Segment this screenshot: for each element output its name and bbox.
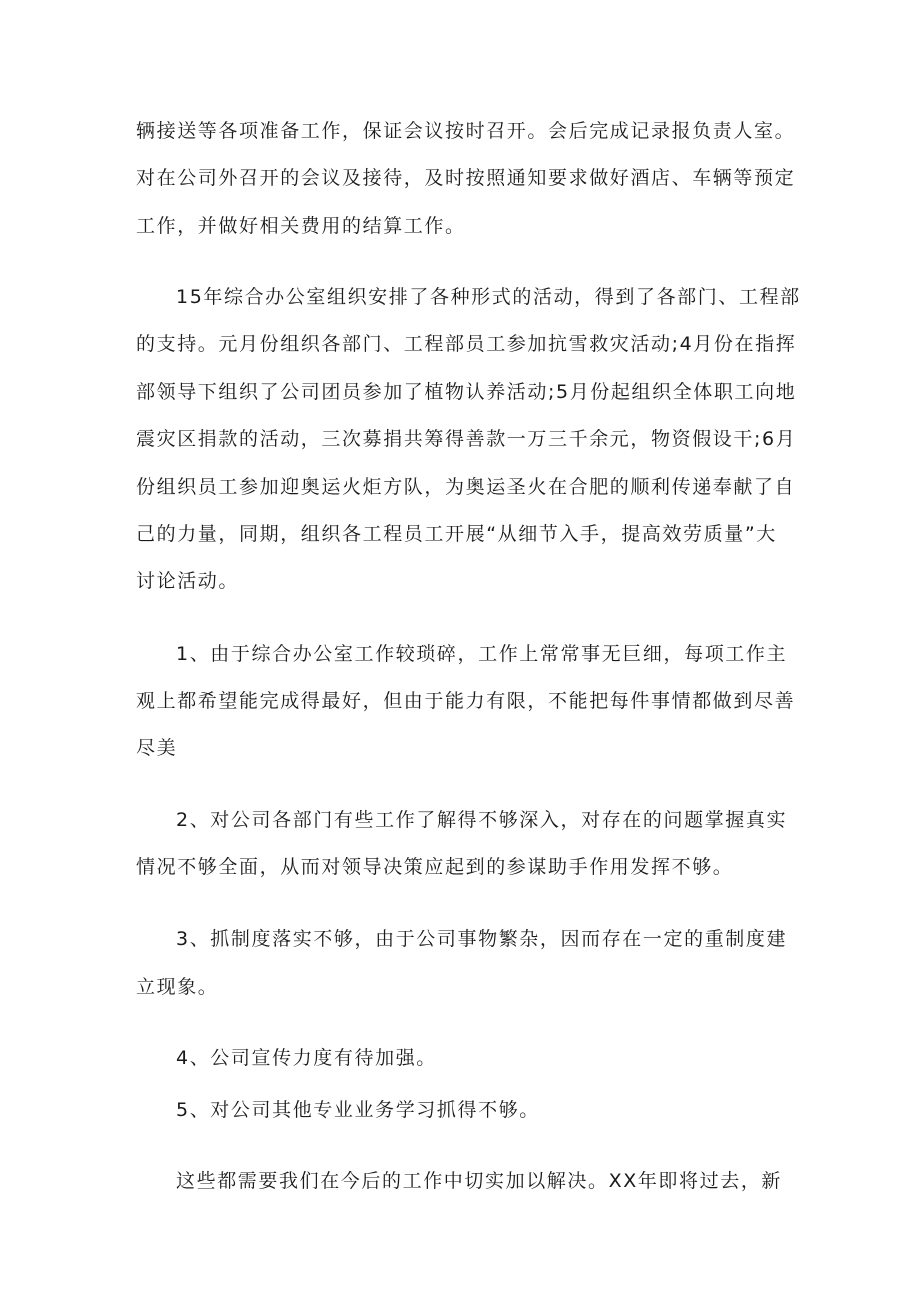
p2-line-7: 讨论活动。 — [136, 570, 240, 592]
p2-line-5: 份组织员工参加迎奥运火炬方队，为奥运圣火在合肥的顺利传递奉献了自 — [136, 476, 796, 498]
p2-line-2: 的支持。元月份组织各部门、工程部员工参加抗雪救灾活动;4月份在指挥 — [136, 333, 797, 355]
p2-line-6: 己的力量，同期，组织各工程员工开展“从细节入手，提高效劳质量”大 — [136, 523, 777, 545]
p1-line-1: 辆接送等各项准备工作，保证会议按时召开。会后完成记录报负责人室。 — [136, 120, 796, 142]
item3-line-2: 立现象。 — [136, 976, 219, 998]
closing-line-1: 这些都需要我们在今后的工作中切实加以解决。XX年即将过去，新 — [176, 1170, 783, 1192]
item2-line-1: 2、对公司各部门有些工作了解得不够深入，对存在的问题掌握真实 — [176, 809, 788, 831]
p2-line-1: 15年综合办公室组织安排了各种形式的活动，得到了各部门、工程部 — [176, 286, 801, 308]
p1-line-2: 对在公司外召开的会议及接待，及时按照通知要求做好酒店、车辆等预定 — [136, 167, 796, 189]
item1-line-1: 1、由于综合办公室工作较琐碎，工作上常常事无巨细，每项工作主 — [176, 643, 788, 665]
item5-line-1: 5、对公司其他专业业务学习抓得不够。 — [176, 1099, 540, 1121]
item3-line-1: 3、抓制度落实不够，由于公司事物繁杂，因而存在一定的重制度建 — [176, 928, 788, 950]
p1-line-3: 工作，并做好相关费用的结算工作。 — [136, 215, 466, 237]
item1-line-2: 观上都希望能完成得最好，但由于能力有限，不能把每件事情都做到尽善 — [136, 690, 796, 712]
item2-line-2: 情况不够全面，从而对领导决策应起到的参谋助手作用发挥不够。 — [136, 856, 734, 878]
item4-line-1: 4、公司宣传力度有待加强。 — [176, 1047, 437, 1069]
item1-line-3: 尽美 — [136, 737, 178, 759]
p2-line-3: 部领导下组织了公司团员参加了植物认养活动;5月份起组织全体职工向地 — [136, 381, 797, 403]
p2-line-4: 震灾区捐款的活动，三次募捐共筹得善款一万三千余元，物资假设干;6月 — [136, 428, 797, 450]
